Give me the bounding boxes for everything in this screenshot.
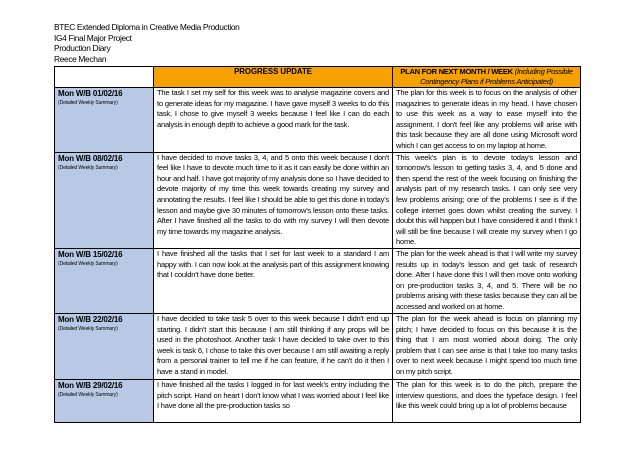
table-header-row bbox=[55, 67, 581, 88]
progress-update-header: PROGRESS UPDATE bbox=[154, 67, 393, 88]
summary-label: (Detailed Weekly Summary) bbox=[58, 100, 118, 106]
plan-cell: The plan for the week ahead is focus on planning my pitch; I have decided to focus on this because it is the thing that I am most worried about doing. The only problem that I can see arise is that I take too many tasks over to next week because I might spend too much time on my pitch script. bbox=[393, 313, 581, 379]
week-cell bbox=[55, 88, 154, 153]
summary-label: (Detailed Weekly Summary) bbox=[58, 260, 118, 267]
plan-cell: This week's plan is to devote today's lesson and tomorrow's lesson to getting tasks 3, 4, and 5 done and then spend the rest of the week focusing on finishing the analysis part of my research tasks. I can only see very few problems arising; one of the problems I see is if the college internet goes down whilst creating the survey. I doubt this will happen but I have considered it and I think I will still be fine because I will create my survey when I go home. bbox=[393, 152, 581, 248]
summary-label: (Detailed Weekly Summary) bbox=[58, 325, 118, 332]
progress-cell: The task I set my self for this week was to analyse magazine covers and to generate ideas for my magazine. I have gave myself 3 weeks to do this task, I chose to give myself 3 weeks because I feel like I can do each analysis in enough depth to achieve a good mark for the task. bbox=[154, 88, 393, 153]
production-diary-table bbox=[54, 66, 581, 423]
week-cell bbox=[55, 152, 154, 248]
project-title: IG4 Final Major Project bbox=[54, 32, 132, 43]
blank-header-cell bbox=[55, 67, 154, 88]
plan-cell: The plan for this week is to focus on the analysis of other magazines to generate ideas in my head. I have chosen to use this week as a way to ease myself into the assignment. I don't feel like any problems will arise with this task because they are all done using Microsoft word which I can get access to on my laptop at home. bbox=[393, 88, 581, 153]
plan-next-header bbox=[393, 67, 581, 88]
table-row bbox=[55, 152, 581, 248]
document-header bbox=[54, 22, 239, 64]
summary-label: (Detailed Weekly Summary) bbox=[58, 164, 118, 171]
week-date: Mon W/B 29/02/16 bbox=[58, 380, 123, 390]
plan-header-sub: (Including Possible Contingency Plans if Problems Anticipated) bbox=[420, 67, 573, 86]
table-row bbox=[55, 379, 581, 422]
document-title: Production Diary bbox=[54, 43, 111, 54]
course-title: BTEC Extended Diploma in Creative Media Production bbox=[54, 22, 240, 32]
plan-cell: The plan for this week is to do the pitch, prepare the interview questions, and does the typeface design. I feel like this week could bring up a lot of problems because bbox=[393, 379, 581, 422]
table-row bbox=[55, 88, 581, 153]
week-cell bbox=[55, 379, 154, 422]
plan-header-main: PLAN FOR NEXT MONTH / WEEK bbox=[400, 67, 515, 76]
week-date: Mon W/B 22/02/16 bbox=[58, 314, 123, 324]
table-row bbox=[55, 248, 581, 313]
week-cell bbox=[55, 248, 154, 313]
author-name: Reece Mechan bbox=[54, 53, 107, 64]
week-date: Mon W/B 08/02/16 bbox=[58, 153, 123, 163]
progress-cell: I have finished all the tasks that I set for last week to a standard I am happy with. I can now look at the analysis part of this assignment knowing that I couldn't have done better. bbox=[154, 248, 393, 313]
progress-cell: I have decided to take task 5 over to this week because I didn't end up starting. I didn't start this because I am still thinking if any props will be used in the photoshoot. Another task I have decided to take over to this week is task 6, I chose to take this over because I am still awaiting a reply from a personal trainer to tell me if he can feature, if he can't do it then I have a stand in model. bbox=[154, 313, 393, 379]
table-row bbox=[55, 313, 581, 379]
progress-cell: I have finished all the tasks I logged in for last week's entry including the pitch script. Hand on heart I don't know what I was worried about I feel like I have done all the pre-production tasks so bbox=[154, 379, 393, 422]
summary-label: (Detailed Weekly Summary) bbox=[58, 391, 118, 398]
plan-cell: The plan for the week ahead is that I will write my survey results up in today's lesson and get task of research done. After I have done this I will then move onto working on pre-production tasks 3, 4, and 5. There will be no problems arising with these tasks because they can all be accessed and worked on at home. bbox=[393, 248, 581, 313]
week-date: Mon W/B 01/02/16 bbox=[58, 89, 123, 98]
week-date: Mon W/B 15/02/16 bbox=[58, 249, 123, 259]
week-cell bbox=[55, 313, 154, 379]
progress-cell: I have decided to move tasks 3, 4, and 5 onto this week because I don't feel like I have to devote much time to it as it can easily be done within an hour and half. I have got majority of my analysis done so I have decided to devote majority of my time this week towards creating my survey and annotating the results. I feel like I should be able to get this done in today's lesson and maybe give 30 minutes of tomorrow's lesson onto these tasks. After I have finished all the tasks to do with my survey I will then devote my time towards my magazine analysis. bbox=[154, 152, 393, 248]
